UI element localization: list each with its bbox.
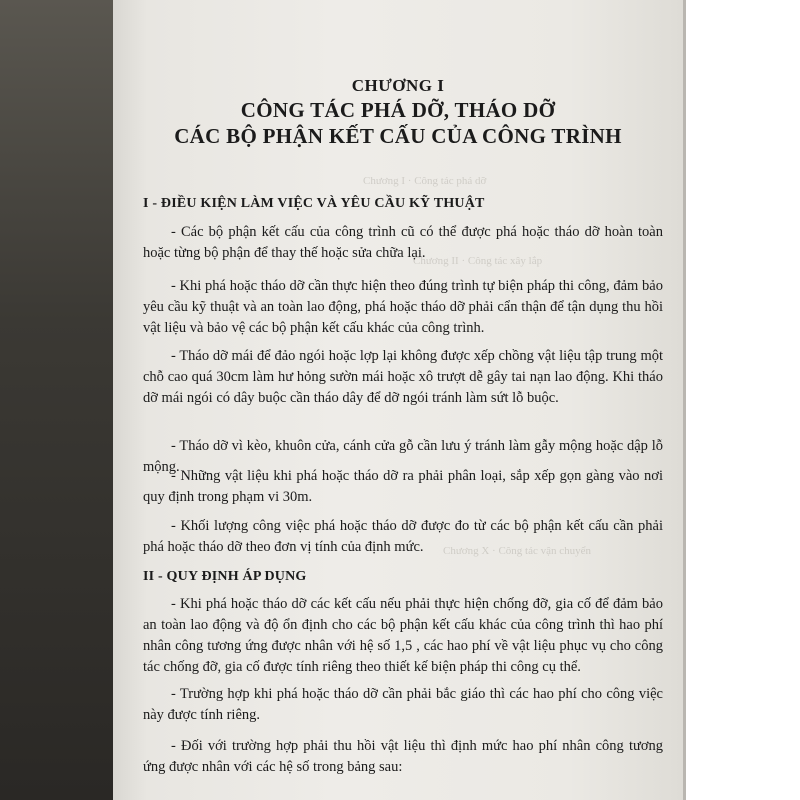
paragraph: - Những vật liệu khi phá hoặc tháo dỡ ra phải phân loại, sắp xếp gọn gàng vào nơi quy định trong phạm vi 30m. — [143, 468, 663, 505]
book-page — [113, 0, 683, 800]
paragraph: - Tháo dỡ vì kèo, khuôn cửa, cánh cửa gỗ cần lưu ý tránh làm gẫy mộng hoặc dập lỗ mộng. — [143, 438, 663, 475]
chapter-label: CHƯƠNG I — [351, 76, 445, 95]
page-edge — [683, 0, 686, 800]
bleed-through: Chương II · Công tác xây lắp — [413, 255, 543, 267]
section-heading: I - ĐIỀU KIỆN LÀM VIỆC VÀ YÊU CẦU KỸ THUẬT — [143, 196, 485, 211]
paragraph: - Trường hợp khi phá hoặc tháo dỡ cần phải bắc giáo thì các hao phí cho công việc này được tính riêng. — [143, 686, 663, 723]
paragraph: - Các bộ phận kết cấu của công trình cũ có thể được phá hoặc tháo dỡ hoàn toàn hoặc từng bộ phận để thay thế hoặc sửa chữa lại. — [143, 224, 663, 261]
left-shadow-strip — [0, 0, 113, 800]
paragraph: - Tháo dỡ mái để đảo ngói hoặc lợp lại không được xếp chồng vật liệu tập trung một chỗ cao quá 30cm làm hư hỏng sườn mái hoặc xô trượt dễ gây tai nạn lao động. Khi tháo dỡ mái ngói có dây buộc cần tháo dây để dỡ ngói tránh làm sứt lỗ buộc. — [143, 348, 663, 406]
paragraph: - Khi phá hoặc tháo dỡ cần thực hiện theo đúng trình tự biện pháp thi công, đảm bảo yêu cầu kỹ thuật và an toàn lao động, phá hoặc tháo dỡ phải cẩn thận để tận dụng thu hồi vật liệu và bảo vệ các bộ phận kết cấu khác của công trình. — [143, 278, 663, 336]
bleed-through: Chương X · Công tác vận chuyển — [443, 545, 592, 557]
chapter-title-line2: CÁC BỘ PHẬN KẾT CẤU CỦA CÔNG TRÌNH — [174, 124, 622, 148]
right-margin — [683, 0, 800, 800]
bleed-through: Chương I · Công tác phá dỡ — [363, 175, 487, 187]
section-heading: II - QUY ĐỊNH ÁP DỤNG — [143, 569, 307, 584]
chapter-title-line1: CÔNG TÁC PHÁ DỠ, THÁO DỠ — [240, 98, 556, 122]
paragraph: - Khối lượng công việc phá hoặc tháo dỡ được đo từ các bộ phận kết cấu cần phải phá hoặc tháo dỡ theo đơn vị tính của định mức. — [143, 518, 663, 555]
paragraph: - Đối với trường hợp phải thu hồi vật liệu thì định mức hao phí nhân công tương ứng được nhân với các hệ số trong bảng sau: — [143, 738, 663, 775]
paragraph: - Khi phá hoặc tháo dỡ các kết cấu nếu phải thực hiện chống đỡ, gia cố để đảm bảo an toàn lao động và độ ổn định cho các bộ phận kết cấu khác của công trình thì hao phí nhân công tương ứng được nhân với hệ số 1,5 , các hao phí về vật liệu phục vụ cho công tác chống đỡ, gia cố được tính riêng theo thiết kế biện pháp thi công cụ thể. — [143, 596, 663, 675]
